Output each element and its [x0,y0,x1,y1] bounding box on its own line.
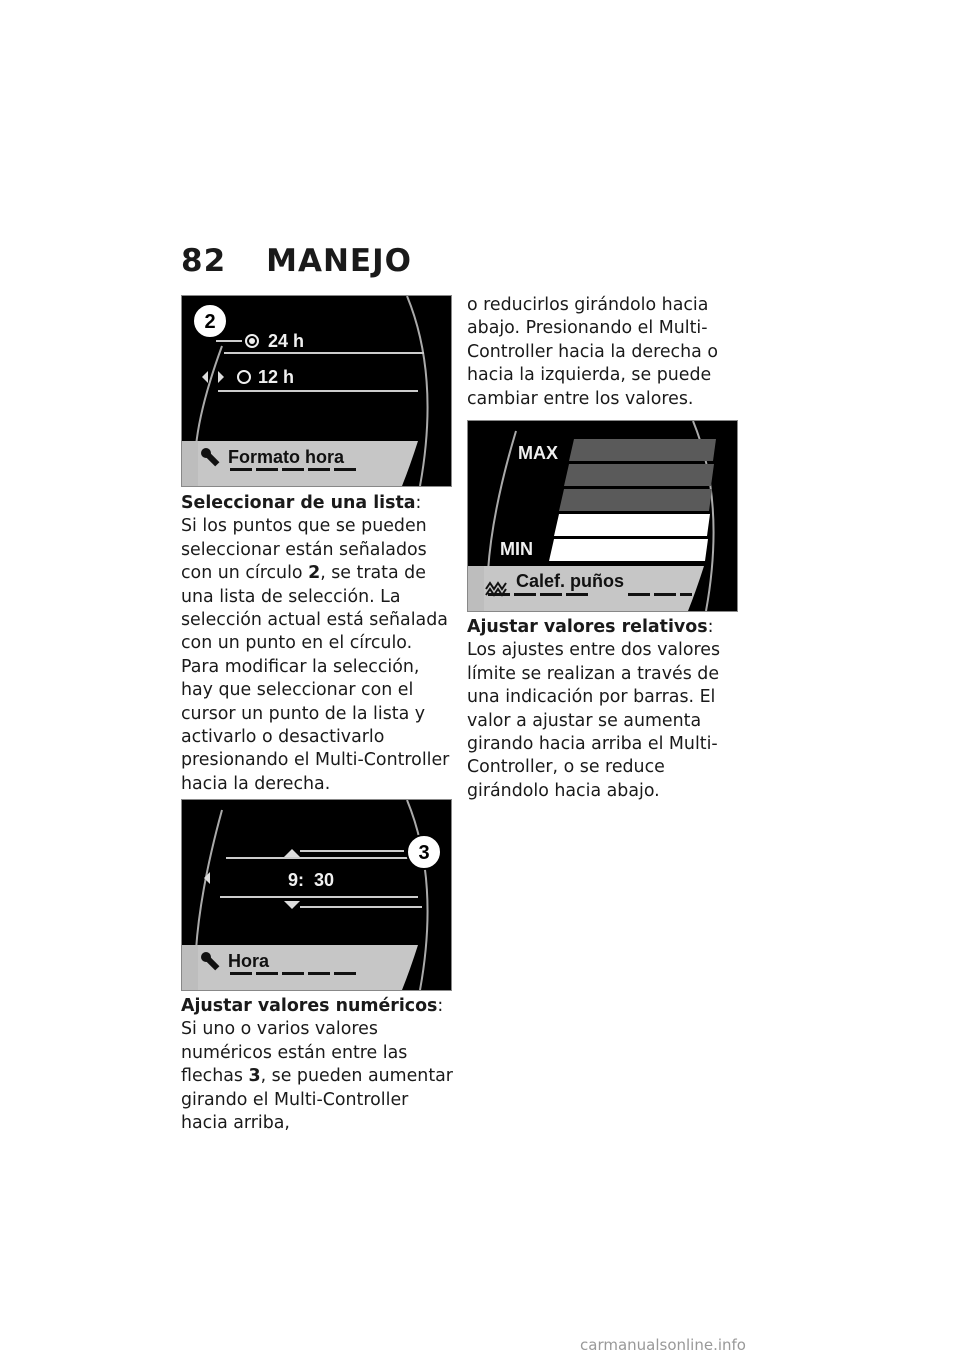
option-12h: 12 h [258,367,295,387]
level-bar [549,539,708,561]
figure-heated-grips [467,420,738,612]
figure-time-value-svg [182,800,451,990]
page-number: 82 [181,243,227,279]
bar-label: Hora [228,951,270,971]
select-list-paragraph-2: Para modificar la selección, hay que seleccionar con el cursor un punto de la lista y activarlo o desactivarlo presionando el Multi-Controller hacia la derecha. [181,656,450,794]
footer-watermark: carmanualsonline.info [580,1336,746,1354]
callout-ref-2: 2 [308,563,321,584]
relative-heading-para: Ajustar valores relativos: [467,617,714,637]
numeric-heading-para: Ajustar valores numéricos: [181,996,444,1016]
relative-paragraph-1: Los ajustes entre dos valores límite se realizan a través de una indicación por barras. El valor a ajustar se aumenta girando hacia arriba el Multi-Controller, o se reduce girándolo hacia abajo. [467,640,721,801]
left-column [181,492,453,796]
section-title: MANEJO [266,243,412,279]
select-list-paragraph-1: Si los puntos que se pueden seleccionar están señalados con un círculo 2, se trata de una lista de selección. La selección actual está señalada con un punto en el círculo. [181,516,448,654]
left-column-bottom [181,995,453,1135]
bar-label: Calef. puños [516,571,625,591]
figure-heated-grips-svg [468,421,737,611]
page-header [181,243,412,279]
relative-heading: Ajustar valores relativos [467,617,708,637]
level-bar [564,464,714,486]
level-bar [559,489,712,511]
max-label: MAX [518,443,558,463]
level-bars [549,439,716,561]
right-column-top [467,294,739,411]
numeric-paragraph-1: Si uno o varios valores numéricos están entre las flechas 3, se pueden aumentar girando el Multi-Controller hacia arriba, [181,1019,453,1134]
level-bar [569,439,716,461]
arrow-down-icon [284,901,300,909]
bar-label: Formato hora [228,447,345,467]
figure-time-format-svg [182,296,451,486]
select-list-heading-para: Seleccionar de una lista: [181,493,422,513]
figure-time-format [181,295,452,487]
numeric-continued-paragraph: o reducirlos girándolo hacia abajo. Presionando el Multi-Controller hacia la derecha o hacia la izquierda, se puede cambiar entre los valores. [467,295,718,409]
option-24h: 24 h [268,331,305,351]
right-column-bottom [467,616,739,803]
select-list-heading: Seleccionar de una lista [181,493,416,513]
callout-ref-3: 3 [248,1066,261,1087]
level-bar [554,514,710,536]
numeric-value: 9: 30 [288,870,335,890]
min-label: MIN [500,539,533,559]
numeric-heading: Ajustar valores numéricos [181,996,438,1016]
callout-number: 2 [204,311,216,333]
figure-time-value [181,799,452,991]
arrow-up-icon [284,849,300,857]
callout-number: 3 [418,842,430,864]
